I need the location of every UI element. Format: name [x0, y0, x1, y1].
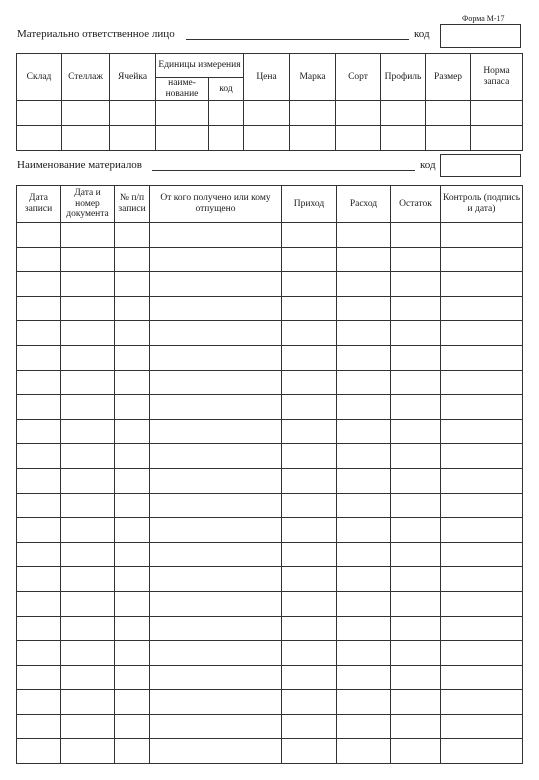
table-row	[17, 493, 523, 518]
ledger-cell[interactable]	[391, 419, 441, 444]
ledger-cell[interactable]	[282, 542, 337, 567]
ledger-cell[interactable]	[61, 223, 115, 248]
ledger-cell[interactable]	[282, 296, 337, 321]
ledger-cell[interactable]	[391, 690, 441, 715]
ledger-cell[interactable]	[17, 542, 61, 567]
col-price: Цена	[244, 54, 290, 101]
ledger-cell[interactable]	[150, 739, 282, 764]
ledger-cell[interactable]	[61, 739, 115, 764]
ledger-cell[interactable]	[61, 518, 115, 543]
table-row	[17, 665, 523, 690]
ledger-cell[interactable]	[17, 395, 61, 420]
ledger-cell[interactable]	[391, 247, 441, 272]
responsible-person-label: Материально ответственное лицо	[17, 28, 175, 40]
table-row	[17, 296, 523, 321]
ledger-cell[interactable]	[441, 739, 523, 764]
col-units: Единицы измерения	[156, 54, 244, 78]
ledger-cell[interactable]	[391, 567, 441, 592]
table-row	[17, 591, 523, 616]
ledger-cell[interactable]	[115, 272, 150, 297]
ledger-cell[interactable]	[61, 690, 115, 715]
col-entry-date: Дата записи	[17, 186, 61, 223]
col-balance: Остаток	[391, 186, 441, 223]
ledger-cell[interactable]	[282, 345, 337, 370]
ledger-cell[interactable]	[115, 591, 150, 616]
table-row	[17, 126, 523, 151]
ledger-cell[interactable]	[337, 395, 391, 420]
ledger-cell[interactable]	[150, 641, 282, 666]
ledger-cell[interactable]	[441, 468, 523, 493]
material-attributes-table	[16, 53, 523, 151]
ledger-cell[interactable]	[337, 616, 391, 641]
ledger-cell[interactable]	[441, 591, 523, 616]
material-code-box[interactable]	[440, 154, 521, 177]
ledger-cell[interactable]	[61, 493, 115, 518]
ledger-cell[interactable]	[337, 444, 391, 469]
ledger-cell[interactable]	[282, 468, 337, 493]
col-stock-norm: Норма запаса	[471, 54, 523, 101]
ledger-cell[interactable]	[61, 641, 115, 666]
ledger-cell[interactable]	[441, 567, 523, 592]
ledger-cell[interactable]	[337, 591, 391, 616]
table-row	[17, 370, 523, 395]
ledger-cell[interactable]	[337, 272, 391, 297]
ledger-cell[interactable]	[441, 616, 523, 641]
ledger-cell[interactable]	[17, 321, 61, 346]
ledger-cell[interactable]	[391, 223, 441, 248]
ledger-cell[interactable]	[115, 444, 150, 469]
ledger-cell[interactable]	[115, 665, 150, 690]
ledger-cell[interactable]	[441, 665, 523, 690]
ledger-cell[interactable]	[17, 567, 61, 592]
ledger-cell[interactable]	[61, 296, 115, 321]
ledger-body	[17, 223, 523, 764]
ledger-cell[interactable]	[150, 247, 282, 272]
ledger-cell[interactable]	[115, 321, 150, 346]
ledger-cell[interactable]	[150, 223, 282, 248]
ledger-cell[interactable]	[150, 321, 282, 346]
ledger-cell[interactable]	[441, 714, 523, 739]
table-row	[17, 345, 523, 370]
ledger-cell[interactable]	[115, 395, 150, 420]
ledger-cell[interactable]	[441, 247, 523, 272]
ledger-cell[interactable]	[391, 542, 441, 567]
ledger-table	[16, 185, 523, 764]
ledger-cell[interactable]	[115, 518, 150, 543]
ledger-cell[interactable]	[115, 616, 150, 641]
ledger-cell[interactable]	[337, 223, 391, 248]
ledger-cell[interactable]	[61, 321, 115, 346]
ledger-cell[interactable]	[441, 321, 523, 346]
material-name-label: Наименование материалов	[17, 159, 143, 171]
ledger-cell[interactable]	[282, 665, 337, 690]
table-row	[17, 714, 523, 739]
ledger-cell[interactable]	[61, 247, 115, 272]
ledger-cell[interactable]	[282, 493, 337, 518]
table-row	[17, 395, 523, 420]
responsible-code-label: код	[414, 28, 430, 40]
ledger-cell[interactable]	[337, 641, 391, 666]
ledger-cell[interactable]	[150, 665, 282, 690]
ledger-cell[interactable]	[337, 518, 391, 543]
ledger-cell[interactable]	[61, 444, 115, 469]
ledger-cell[interactable]	[391, 739, 441, 764]
ledger-cell[interactable]	[282, 223, 337, 248]
ledger-cell[interactable]	[391, 468, 441, 493]
table-row	[17, 468, 523, 493]
ledger-cell[interactable]	[391, 616, 441, 641]
ledger-cell[interactable]	[391, 296, 441, 321]
ledger-cell[interactable]	[391, 345, 441, 370]
ledger-cell[interactable]	[115, 345, 150, 370]
ledger-cell[interactable]	[150, 370, 282, 395]
ledger-cell[interactable]	[337, 739, 391, 764]
ledger-cell[interactable]	[17, 370, 61, 395]
ledger-cell[interactable]	[337, 493, 391, 518]
table-row	[17, 616, 523, 641]
col-cell: Ячейка	[110, 54, 156, 101]
ledger-cell[interactable]	[282, 591, 337, 616]
ledger-cell[interactable]	[441, 542, 523, 567]
ledger-cell[interactable]	[17, 272, 61, 297]
ledger-cell[interactable]	[337, 542, 391, 567]
ledger-cell[interactable]	[337, 714, 391, 739]
ledger-cell[interactable]	[391, 272, 441, 297]
ledger-cell[interactable]	[115, 714, 150, 739]
ledger-cell[interactable]	[150, 591, 282, 616]
ledger-cell[interactable]	[391, 641, 441, 666]
ledger-cell[interactable]	[441, 444, 523, 469]
ledger-cell[interactable]	[150, 542, 282, 567]
ledger-cell[interactable]	[115, 296, 150, 321]
col-size: Размер	[426, 54, 471, 101]
col-income: Приход	[282, 186, 337, 223]
ledger-cell[interactable]	[61, 542, 115, 567]
ledger-cell[interactable]	[150, 419, 282, 444]
ledger-cell[interactable]	[282, 616, 337, 641]
ledger-cell[interactable]	[337, 345, 391, 370]
col-brand: Марка	[290, 54, 336, 101]
ledger-cell[interactable]	[282, 739, 337, 764]
table-row	[17, 272, 523, 297]
ledger-cell[interactable]	[17, 444, 61, 469]
ledger-cell[interactable]	[17, 493, 61, 518]
ledger-cell[interactable]	[391, 591, 441, 616]
ledger-cell[interactable]	[17, 468, 61, 493]
table-row	[17, 542, 523, 567]
ledger-cell[interactable]	[17, 714, 61, 739]
table-row	[17, 690, 523, 715]
ledger-cell[interactable]	[61, 567, 115, 592]
table-row	[17, 419, 523, 444]
ledger-cell[interactable]	[150, 395, 282, 420]
ledger-cell[interactable]	[61, 395, 115, 420]
ledger-cell[interactable]	[150, 493, 282, 518]
ledger-cell[interactable]	[150, 518, 282, 543]
ledger-cell[interactable]	[391, 321, 441, 346]
ledger-cell[interactable]	[282, 518, 337, 543]
col-document: Дата и номер документа	[61, 186, 115, 223]
ledger-cell[interactable]	[17, 616, 61, 641]
ledger-cell[interactable]	[337, 370, 391, 395]
ledger-cell[interactable]	[115, 641, 150, 666]
ledger-cell[interactable]	[150, 272, 282, 297]
table-row	[17, 247, 523, 272]
ledger-cell[interactable]	[150, 296, 282, 321]
ledger-cell[interactable]	[282, 395, 337, 420]
ledger-cell[interactable]	[391, 395, 441, 420]
col-warehouse: Склад	[17, 54, 62, 101]
ledger-cell[interactable]	[115, 739, 150, 764]
ledger-cell[interactable]	[150, 616, 282, 641]
ledger-cell[interactable]	[150, 690, 282, 715]
ledger-cell[interactable]	[441, 641, 523, 666]
ledger-cell[interactable]	[441, 419, 523, 444]
ledger-cell[interactable]	[61, 591, 115, 616]
ledger-cell[interactable]	[115, 567, 150, 592]
ledger-cell[interactable]	[61, 616, 115, 641]
col-grade: Сорт	[336, 54, 381, 101]
ledger-cell[interactable]	[61, 370, 115, 395]
table-row	[17, 321, 523, 346]
material-name-field[interactable]	[152, 170, 415, 171]
ledger-cell[interactable]	[441, 223, 523, 248]
ledger-cell[interactable]	[17, 419, 61, 444]
material-code-label: код	[420, 159, 436, 171]
ledger-cell[interactable]	[441, 272, 523, 297]
ledger-cell[interactable]	[17, 641, 61, 666]
ledger-cell[interactable]	[391, 518, 441, 543]
ledger-cell[interactable]	[282, 247, 337, 272]
col-rack: Стеллаж	[62, 54, 110, 101]
ledger-cell[interactable]	[61, 468, 115, 493]
col-expense: Расход	[337, 186, 391, 223]
ledger-cell[interactable]	[441, 345, 523, 370]
responsible-person-field[interactable]	[186, 39, 409, 40]
ledger-cell[interactable]	[282, 370, 337, 395]
col-units-name: наиме-нование	[156, 78, 209, 101]
ledger-cell[interactable]	[17, 518, 61, 543]
ledger-cell[interactable]	[17, 690, 61, 715]
col-from-to: От кого получено или кому отпущено	[150, 186, 282, 223]
ledger-cell[interactable]	[115, 493, 150, 518]
col-units-code: код	[209, 78, 244, 101]
ledger-cell[interactable]	[61, 272, 115, 297]
ledger-cell[interactable]	[282, 444, 337, 469]
ledger-cell[interactable]	[115, 370, 150, 395]
ledger-cell[interactable]	[150, 567, 282, 592]
ledger-cell[interactable]	[337, 468, 391, 493]
ledger-cell[interactable]	[391, 444, 441, 469]
ledger-cell[interactable]	[441, 690, 523, 715]
ledger-cell[interactable]	[150, 468, 282, 493]
ledger-cell[interactable]	[391, 714, 441, 739]
ledger-cell[interactable]	[441, 370, 523, 395]
ledger-cell[interactable]	[61, 714, 115, 739]
ledger-cell[interactable]	[115, 542, 150, 567]
ledger-cell[interactable]	[282, 690, 337, 715]
ledger-cell[interactable]	[115, 223, 150, 248]
ledger-cell[interactable]	[337, 690, 391, 715]
table-row	[17, 641, 523, 666]
ledger-cell[interactable]	[337, 567, 391, 592]
ledger-cell[interactable]	[61, 665, 115, 690]
ledger-cell[interactable]	[150, 444, 282, 469]
ledger-cell[interactable]	[282, 321, 337, 346]
ledger-cell[interactable]	[391, 493, 441, 518]
ledger-cell[interactable]	[441, 296, 523, 321]
ledger-cell[interactable]	[391, 665, 441, 690]
table-row	[17, 739, 523, 764]
ledger-cell[interactable]	[337, 321, 391, 346]
ledger-cell[interactable]	[441, 518, 523, 543]
form-number: Форма М-17	[462, 14, 505, 23]
ledger-cell[interactable]	[441, 395, 523, 420]
ledger-cell[interactable]	[337, 296, 391, 321]
ledger-cell[interactable]	[17, 665, 61, 690]
ledger-cell[interactable]	[61, 345, 115, 370]
ledger-cell[interactable]	[441, 493, 523, 518]
responsible-code-box[interactable]	[440, 24, 521, 48]
col-control: Контроль (подпись и дата)	[441, 186, 523, 223]
table-row	[17, 223, 523, 248]
ledger-cell[interactable]	[115, 468, 150, 493]
ledger-cell[interactable]	[17, 296, 61, 321]
ledger-cell[interactable]	[150, 345, 282, 370]
ledger-cell[interactable]	[150, 714, 282, 739]
ledger-cell[interactable]	[282, 272, 337, 297]
ledger-cell[interactable]	[282, 714, 337, 739]
ledger-cell[interactable]	[337, 247, 391, 272]
table-row	[17, 444, 523, 469]
ledger-cell[interactable]	[282, 567, 337, 592]
ledger-cell[interactable]	[17, 739, 61, 764]
ledger-cell[interactable]	[115, 419, 150, 444]
ledger-cell[interactable]	[17, 345, 61, 370]
col-entry-number: № п/п записи	[115, 186, 150, 223]
table-row	[17, 567, 523, 592]
ledger-cell[interactable]	[115, 247, 150, 272]
ledger-cell[interactable]	[17, 591, 61, 616]
ledger-cell[interactable]	[17, 223, 61, 248]
ledger-cell[interactable]	[61, 419, 115, 444]
table-row	[17, 101, 523, 126]
ledger-cell[interactable]	[282, 641, 337, 666]
ledger-cell[interactable]	[282, 419, 337, 444]
ledger-cell[interactable]	[17, 247, 61, 272]
ledger-cell[interactable]	[337, 419, 391, 444]
table-row	[17, 518, 523, 543]
col-profile: Профиль	[381, 54, 426, 101]
ledger-cell[interactable]	[391, 370, 441, 395]
ledger-cell[interactable]	[115, 690, 150, 715]
ledger-cell[interactable]	[337, 665, 391, 690]
